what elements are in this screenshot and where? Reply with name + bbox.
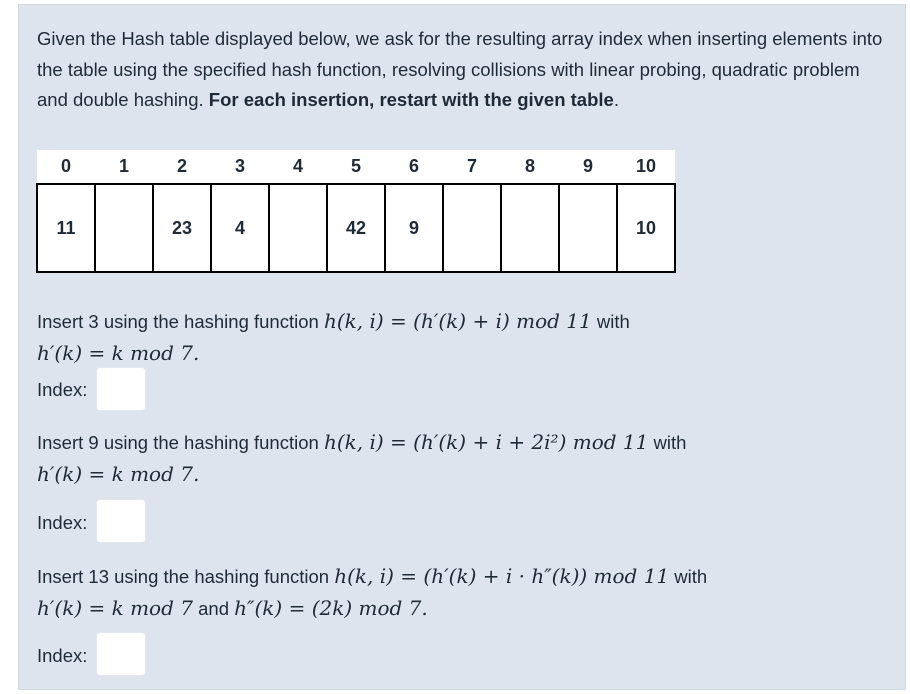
hash-table xyxy=(36,150,676,273)
hash-index-row xyxy=(37,150,675,184)
hash-cell: 4 xyxy=(211,184,269,272)
question-3-text xyxy=(37,561,897,624)
q1-prefix: Insert 3 using the hashing function xyxy=(37,311,324,332)
hash-index: 2 xyxy=(153,150,211,184)
q3-formula: h(k, i) = (h′(k) + i · h″(k)) mod 11 xyxy=(334,564,670,588)
q2-mid: with xyxy=(648,432,687,453)
question-1-text xyxy=(37,306,897,369)
q2-line2: h′(k) = k mod 7. xyxy=(37,461,200,486)
hash-index: 9 xyxy=(559,150,617,184)
question-intro xyxy=(37,24,887,116)
q1-index-input[interactable] xyxy=(96,367,146,411)
q3-line2b: and xyxy=(193,597,235,619)
intro-end: . xyxy=(613,89,619,110)
q1-formula: h(k, i) = (h′(k) + i) mod 11 xyxy=(323,309,592,333)
hash-cell xyxy=(501,184,559,272)
q1-index-label: Index: xyxy=(37,379,88,400)
hash-index: 0 xyxy=(37,150,95,184)
hash-cell xyxy=(443,184,501,272)
q2-prefix: Insert 9 using the hashing function xyxy=(37,432,324,453)
q2-index-label: Index: xyxy=(37,512,88,533)
hash-index: 4 xyxy=(269,150,327,184)
q3-index-label: Index: xyxy=(37,645,88,666)
q3-prefix: Insert 13 using the hashing function xyxy=(37,566,335,587)
hash-index: 1 xyxy=(95,150,153,184)
hash-cell xyxy=(269,184,327,272)
hash-value-row xyxy=(37,184,675,272)
hash-cell: 9 xyxy=(385,184,443,272)
hash-index: 6 xyxy=(385,150,443,184)
q2-formula: h(k, i) = (h′(k) + i + 2i²) mod 11 xyxy=(323,430,649,454)
hash-index: 8 xyxy=(501,150,559,184)
q3-line2c: h″(k) = (2k) mod 7. xyxy=(234,595,428,620)
q1-line2: h′(k) = k mod 7. xyxy=(37,340,200,365)
q1-mid: with xyxy=(591,311,630,332)
hash-cell xyxy=(95,184,153,272)
hash-cell: 10 xyxy=(617,184,675,272)
q3-line2a: h′(k) = k mod 7 xyxy=(37,595,193,620)
hash-index: 7 xyxy=(443,150,501,184)
hash-cell xyxy=(559,184,617,272)
hash-cell: 11 xyxy=(37,184,95,272)
q3-index-input[interactable] xyxy=(96,632,146,676)
intro-bold: For each insertion, restart with the given table xyxy=(208,89,614,110)
intro-text: Given the Hash table displayed below, we ask for the resulting array index when inserting elements into the table using the specified hash function, resolving collisions with linear probing, quadratic problem and double hashing. xyxy=(37,28,883,110)
hash-cell: 42 xyxy=(327,184,385,272)
hash-index: 5 xyxy=(327,150,385,184)
question-2-text xyxy=(37,427,897,490)
hash-index: 3 xyxy=(211,150,269,184)
q2-index-input[interactable] xyxy=(96,499,146,543)
q3-mid: with xyxy=(669,566,708,587)
hash-cell: 23 xyxy=(153,184,211,272)
hash-index: 10 xyxy=(617,150,675,184)
